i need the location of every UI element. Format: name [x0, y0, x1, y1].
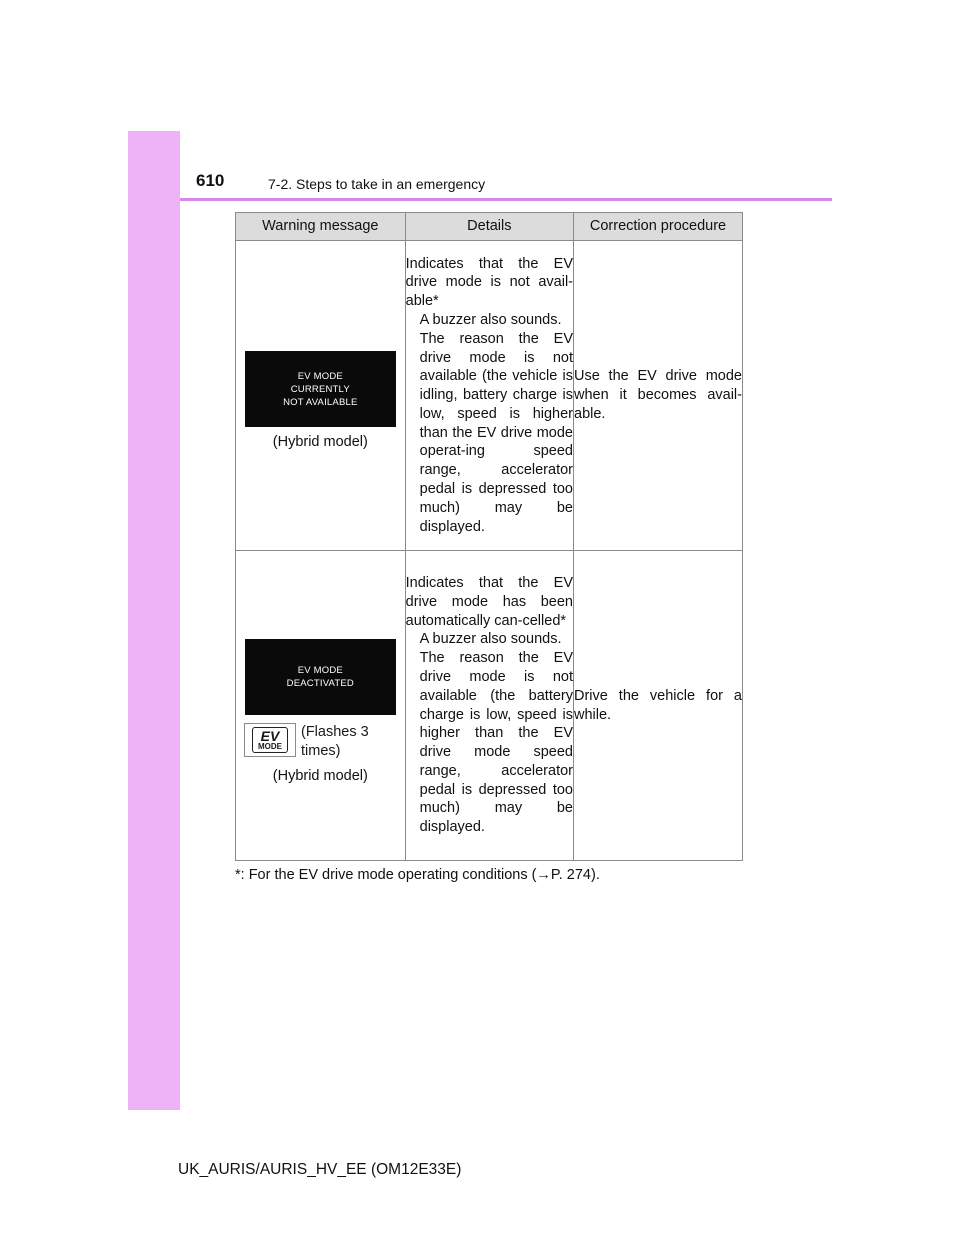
display-screen	[245, 351, 396, 427]
details-buzzer: A buzzer also sounds.	[419, 311, 562, 328]
correction-cell: Drive the vehicle for a while.	[574, 551, 743, 861]
ev-mode-icon-frame	[252, 727, 288, 753]
screen-line: EV MODE	[297, 665, 343, 677]
warning-table	[235, 212, 743, 861]
table-row	[236, 551, 743, 861]
details-reason: The reason the EV drive mode is not available (the vehicle is idling, battery charge is low, speed is higher than the EV drive mode operat-ing speed range, accelerator pedal is depressed too much) may be displayed.	[419, 330, 573, 535]
details-reason: The reason the EV drive mode is not available (the battery charge is low, speed is higher than the EV drive mode speed range, accelerator pedal is depressed too much) may be displayed.	[419, 650, 573, 836]
details-cell	[405, 241, 573, 551]
details-intro: Indicates that the EV drive mode is not avail-able*	[405, 255, 573, 310]
table-header-row	[236, 213, 743, 241]
section-title: 7-2. Steps to take in an emergency	[268, 176, 486, 192]
screen-line: CURRENTLY	[290, 383, 350, 395]
header-rule	[180, 198, 832, 201]
column-header: Warning message	[236, 213, 406, 241]
display-screen	[245, 639, 396, 715]
ev-mode-icon	[244, 723, 296, 757]
footnote: *: For the EV drive mode operating conditions (→P. 274).	[235, 867, 600, 883]
column-header: Correction procedure	[574, 213, 743, 241]
screen-line: EV MODE	[297, 370, 343, 382]
details-buzzer: A buzzer also sounds.	[419, 631, 562, 648]
warning-message-cell	[236, 241, 406, 551]
model-caption: (Hybrid model)	[272, 767, 368, 784]
details-intro: Indicates that the EV drive mode has been automatically can-celled*	[405, 574, 573, 629]
correction-cell: Use the EV drive mode when it becomes avail-able.	[574, 241, 743, 551]
mode-icon-text: MODE	[258, 742, 282, 752]
details-cell	[405, 551, 573, 861]
column-header: Details	[405, 213, 573, 241]
table-row	[236, 241, 743, 551]
screen-line: DEACTIVATED	[286, 678, 354, 690]
model-caption: (Hybrid model)	[272, 434, 368, 451]
screen-line: NOT AVAILABLE	[283, 396, 358, 408]
flash-note: (Flashes 3 times)	[301, 724, 369, 760]
document-footer: UK_AURIS/AURIS_HV_EE (OM12E33E)	[178, 1161, 462, 1178]
side-tab	[128, 131, 180, 1110]
page-number: 610	[196, 171, 225, 190]
warning-message-cell	[236, 551, 406, 861]
ev-indicator-row	[244, 723, 405, 761]
ev-icon-text: EV	[260, 728, 280, 745]
